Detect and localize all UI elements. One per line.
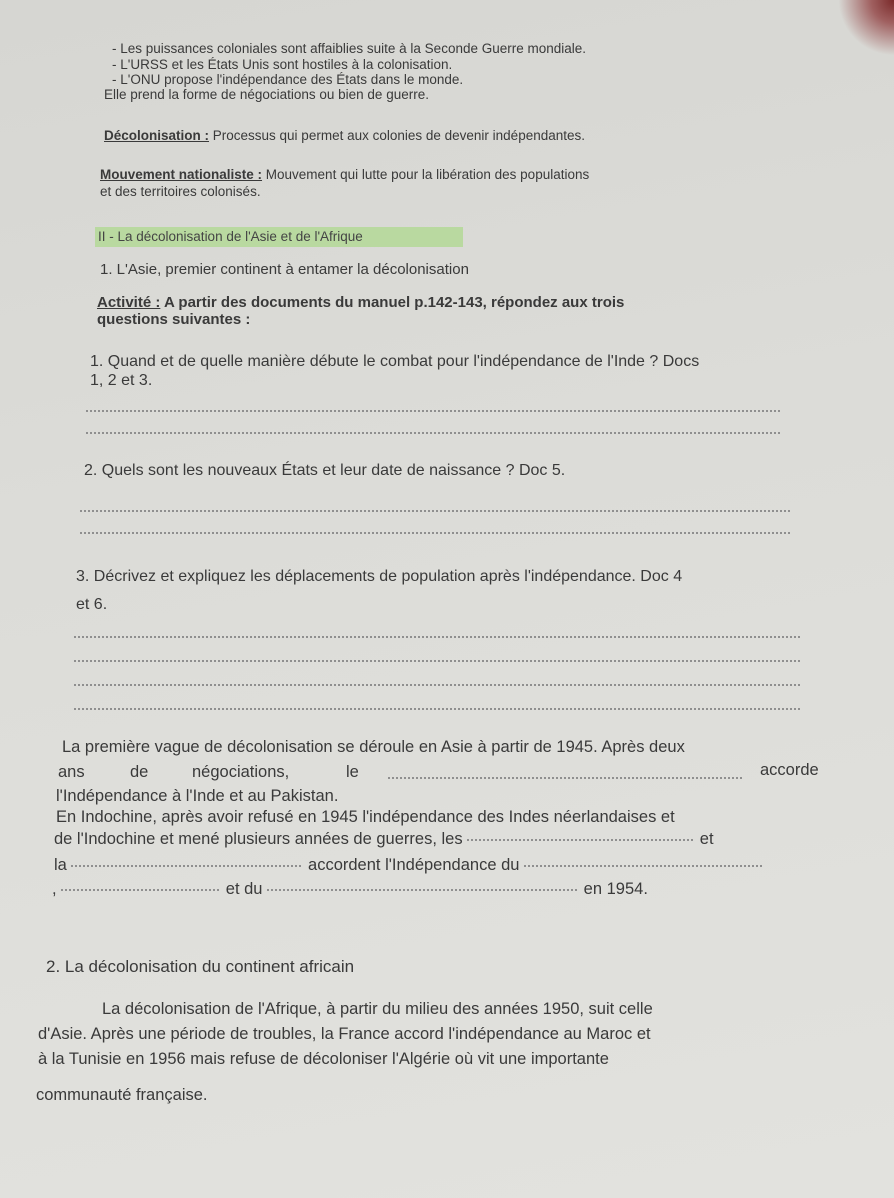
activity-text: A partir des documents du manuel p.142-143, répondez aux trois [160,294,625,311]
paragraph-text: de l'Indochine et mené plusieurs années de guerres, les [54,830,463,848]
question-3: 3. Décrivez et expliquez les déplacements de population après l'indépendance. Doc 4 [76,568,683,585]
intro-line-2: - L'URSS et les États Unis sont hostiles à la colonisation. [112,57,453,72]
paragraph-line-1: La première vague de décolonisation se déroule en Asie à partir de 1945. Après deux [62,738,685,756]
africa-line-1: La décolonisation de l'Afrique, à partir du milieu des années 1950, suit celle [102,1000,653,1018]
paragraph-text: accordent l'Indépendance du [308,856,520,874]
answer-line [86,410,780,412]
paragraph-line-4: En Indochine, après avoir refusé en 1945 l'indépendance des Indes néerlandaises et [56,808,675,826]
answer-line [80,510,790,512]
paragraph-line-5 [54,830,714,849]
africa-line-3: à la Tunisie en 1956 mais refuse de décoloniser l'Algérie où vit une importante [38,1050,609,1068]
section-heading: II - La décolonisation de l'Asie et de l'Afrique [98,229,363,244]
paragraph-text: en 1954. [583,880,648,898]
blank-field[interactable] [524,865,764,867]
definition-text: Processus qui permet aux colonies de devenir indépendantes. [209,128,585,143]
definition-term: Mouvement nationaliste : [100,167,263,182]
paragraph-line-2a: ans [58,763,85,781]
definition-decolonisation [104,129,585,143]
question-3-cont: et 6. [76,596,108,613]
paragraph-text: la [54,856,67,874]
blank-field[interactable] [71,865,303,867]
paragraph-line-7 [52,880,648,899]
answer-line [74,660,802,662]
blank-field[interactable] [267,889,579,891]
question-2: 2. Quels sont les nouveaux États et leur date de naissance ? Doc 5. [84,462,566,479]
africa-line-2: d'Asie. Après une période de troubles, la France accord l'indépendance au Maroc et [38,1025,651,1043]
activity-line-2: questions suivantes : [97,311,251,328]
intro-line-3: - L'ONU propose l'indépendance des États dans le monde. [112,72,464,87]
answer-line [74,636,802,638]
paragraph-text: et [699,830,714,848]
paragraph-text: , [52,880,57,898]
definition-text: Mouvement qui lutte pour la libération des populations [262,167,590,182]
subsection-heading: 1. L'Asie, premier continent à entamer la décolonisation [100,261,469,278]
paragraph-line-2e: accorde [760,761,819,779]
activity-term: Activité : [97,294,161,311]
paragraph-line-2b: de [130,763,149,781]
intro-line-1: - Les puissances coloniales sont affaiblies suite à la Seconde Guerre mondiale. [112,41,587,56]
blank-field[interactable] [388,777,742,779]
definition-mouvement [100,168,589,182]
africa-line-4: communauté française. [36,1086,208,1104]
paragraph-line-2c: négociations, [192,763,290,781]
paragraph-line-6 [54,856,764,875]
paragraph-line-3: l'Indépendance à l'Inde et au Pakistan. [56,787,339,805]
page-corner-shadow [824,0,894,60]
answer-line [74,708,802,710]
intro-line-4: Elle prend la forme de négociations ou bien de guerre. [104,87,429,102]
definition-mouvement-cont: et des territoires colonisés. [100,184,261,199]
answer-line [74,684,802,686]
blank-field[interactable] [61,889,221,891]
definition-term: Décolonisation : [104,128,210,143]
activity-line-1 [97,294,624,311]
question-1: 1. Quand et de quelle manière débute le combat pour l'indépendance de l'Inde ? Docs [90,353,700,370]
answer-line [80,532,790,534]
answer-line [86,432,780,434]
paragraph-text: et du [225,880,263,898]
question-1-cont: 1, 2 et 3. [90,372,153,389]
section-africa-heading: 2. La décolonisation du continent africain [46,957,355,976]
paragraph-line-2d: le [346,763,359,781]
blank-field[interactable] [467,839,695,841]
